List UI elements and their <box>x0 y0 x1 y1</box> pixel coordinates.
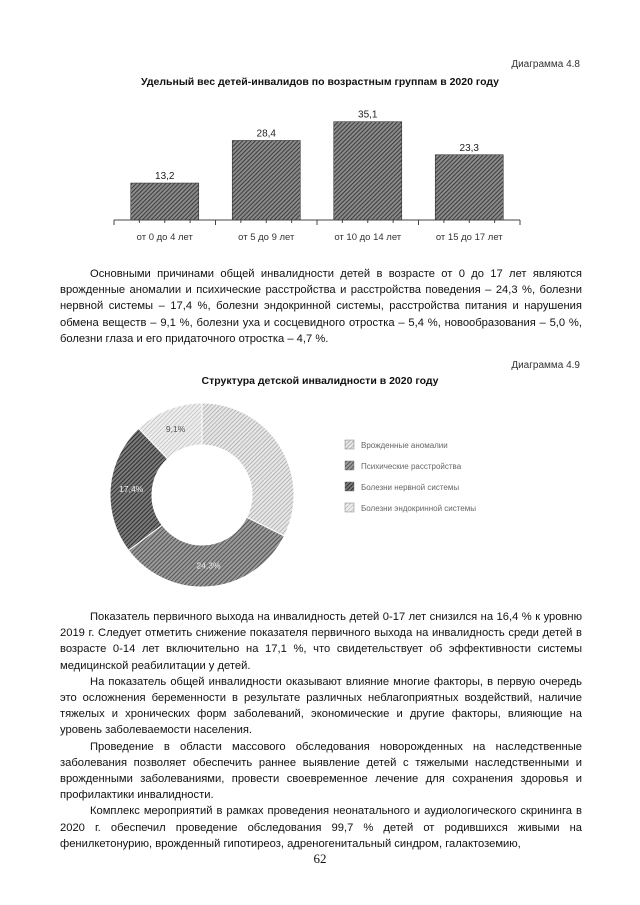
legend-swatch <box>345 461 354 470</box>
legend-swatch <box>345 482 354 491</box>
donut-slice-1 <box>202 403 294 536</box>
donut-slice-label: 17,4% <box>119 484 144 495</box>
bar-value-label: 28,4 <box>256 128 276 140</box>
bar-category-label: от 0 до 4 лет <box>136 232 193 243</box>
legend-label: Болезни нервной системы <box>361 483 460 492</box>
bar-category-label: от 15 до 17 лет <box>435 232 503 243</box>
bar-category-label: от 5 до 9 лет <box>238 232 295 243</box>
bar-chart <box>100 92 540 260</box>
diagram-4-8-label: Диаграмма 4.8 <box>511 59 580 70</box>
paragraph-causes: Основными причинами общей инвалидности детей в возрасте от 0 до 17 лет являются врожденные аномалии и психические расстройства и расстройства поведения – 24,3 %, болезни нервной системы – 17,4 %, болезни эндокринной системы, расстройства питания и нарушения обмена веществ – 9,1 %, болезни уха и сосцевидного отростка – 5,4 %, новообразования – 5,0 %, болезни глаза и его придаточного отростка – 4,7 %. <box>60 268 582 345</box>
diagram-4-9-title: Структура детской инвалидности в 2020 году <box>201 375 439 387</box>
bar-1 <box>131 183 199 220</box>
bar-4 <box>435 155 503 220</box>
bar-3 <box>334 122 402 220</box>
legend-label: Психические расстройства <box>361 462 462 471</box>
bar-value-label: 23,3 <box>459 142 479 154</box>
bar-value-label: 13,2 <box>155 171 175 183</box>
legend-swatch <box>345 503 354 512</box>
legend-label: Болезни эндокринной системы <box>361 504 476 513</box>
diagram-4-9-label: Диаграмма 4.9 <box>511 360 580 371</box>
diagram-4-8-title: Удельный вес детей-инвалидов по возрастным группам в 2020 году <box>141 76 499 88</box>
donut-slice-label: 24,3% <box>196 560 221 571</box>
donut-chart <box>100 393 540 603</box>
bar-category-label: от 10 до 14 лет <box>334 232 402 243</box>
page-number: 62 <box>313 851 327 866</box>
body-text <box>60 609 582 852</box>
bar-2 <box>232 140 300 220</box>
paragraph-factors: На показатель общей инвалидности оказывают влияние многие факторы, в первую очередь это осложнения беременности в результате различных неблагоприятных воздействий, наличие тяжелых и хронических форм заболеваний, экономические и другие факторы, влияющие на уровень заболеваемости населения. <box>60 675 582 737</box>
donut-slice-label: 9,1% <box>165 424 186 435</box>
paragraph-neonatal: Комплекс мероприятий в рамках проведения неонатального и аудиологического скрининга в 2020 г. обеспечил проведение обследования 99,7 % детей от родившихся живыми на фенилкетонурию, врожденный гипотиреоз, адреногенитальный синдром, галактоземию, <box>60 805 582 850</box>
bar-value-label: 35,1 <box>358 109 378 121</box>
paragraph-screening: Проведение в области массового обследования новорожденных на наследственные заболевания позволяет обеспечить раннее выявление детей с тяжелыми наследственными и врожденными заболеваниями, провести своевременное лечение для сохранения здоровья и профилактики инвалидности. <box>60 740 582 802</box>
paragraph-primary-disability: Показатель первичного выхода на инвалидность детей 0-17 лет снизился на 16,4 % к уровню 2019 г. Следует отметить снижение показателя первичного выхода на инвалидность среди детей в возрасте 0-14 лет включительно на 17,1 %, что свидетельствует об эффективности системы медицинской реабилитации у детей. <box>60 611 582 672</box>
legend-swatch <box>345 440 354 449</box>
legend-label: Врожденные аномалии <box>361 441 448 450</box>
